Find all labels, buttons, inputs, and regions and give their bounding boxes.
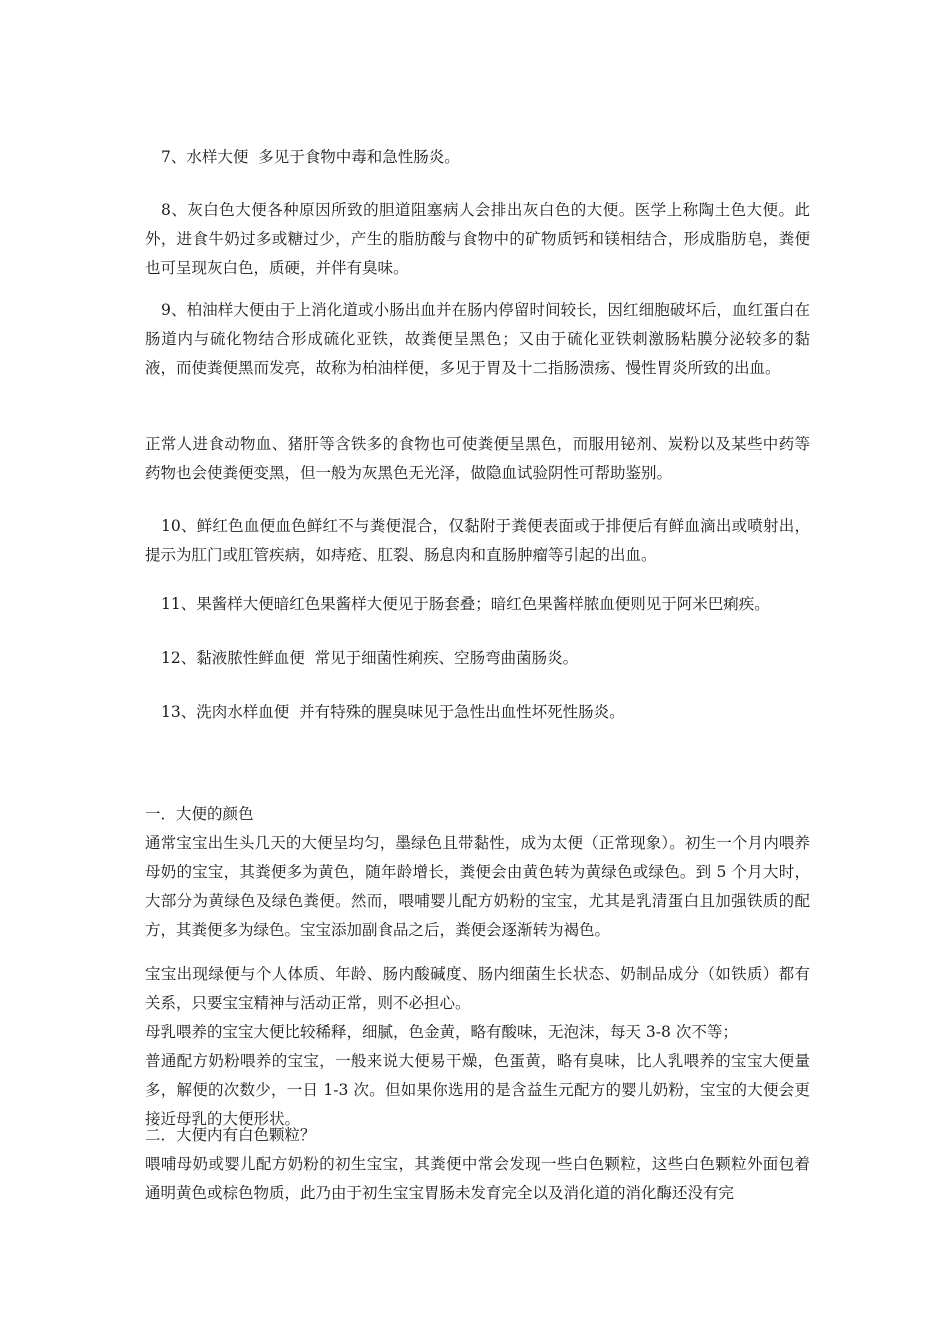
paragraph-item-10: 10、鲜红色血便血色鲜红不与粪便混合，仅黏附于粪便表面或于排便后有鲜血滴出或喷射出，提示为肛门或肛管疾病，如痔疮、肛裂、肠息肉和直肠肿瘤等引起的出血。	[145, 517, 810, 564]
paragraph-item-8: 8、灰白色大便各种原因所致的胆道阻塞病人会排出灰白色的大便。医学上称陶土色大便。此外，进食牛奶过多或糖过少，产生的脂肪酸与食物中的矿物质钙和镁相结合，形成脂肪皂，粪便也可呈现灰白色，质硬，并伴有臭味。	[145, 201, 810, 277]
paragraph-item-13: 13、洗肉水样血便 并有特殊的腥臭味见于急性出血性坏死性肠炎。	[161, 703, 625, 721]
paragraph-breastfed: 母乳喂养的宝宝大便比较稀释，细腻，色金黄，略有酸味，无泡沫，每天 3-8 次不等；	[145, 1023, 738, 1041]
paragraph-green-stool: 宝宝出现绿便与个人体质、年龄、肠内酸碱度、肠内细菌生长状态、奶制品成分（如铁质）都有关系，只要宝宝精神与活动正常，则不必担心。	[145, 965, 810, 1012]
section-heading-white-particles: 二．大便内有白色颗粒？	[145, 1126, 316, 1144]
paragraph-item-11: 11、果酱样大便暗红色果酱样大便见于肠套叠；暗红色果酱样脓血便则见于阿米巴痢疾。	[161, 595, 770, 613]
paragraph-item-7: 7、水样大便 多见于食物中毒和急性肠炎。	[161, 148, 460, 166]
paragraph-stool-color: 通常宝宝出生头几天的大便呈均匀，墨绿色且带黏性，成为太便（正常现象）。初生一个月内喂养母奶的宝宝，其粪便多为黄色，随年龄增长，粪便会由黄色转为黄绿色或绿色。到 5 个月大时，大部分为黄绿色及绿色粪便。然而，喂哺婴儿配方奶粉的宝宝，尤其是乳清蛋白且加强铁质的配方，其粪便多为绿色。宝宝添加副食品之后，粪便会逐渐转为褐色。	[145, 834, 810, 939]
paragraph-formula-fed: 普通配方奶粉喂养的宝宝，一般来说大便易干燥，色蛋黄，略有臭味，比人乳喂养的宝宝大便量多，解便的次数少，一日 1-3 次。但如果你选用的是含益生元配方的婴儿奶粉，宝宝的大便会更接近母乳的大便形状。	[145, 1052, 810, 1128]
section-heading-color: 一．大便的颜色	[145, 805, 254, 823]
paragraph-item-12: 12、黏液脓性鲜血便 常见于细菌性痢疾、空肠弯曲菌肠炎。	[161, 649, 579, 667]
paragraph-item-9: 9、柏油样大便由于上消化道或小肠出血并在肠内停留时间较长，因红细胞破坏后，血红蛋白在肠道内与硫化物结合形成硫化亚铁，故粪便呈黑色；又由于硫化亚铁刺激肠粘膜分泌较多的黏液，而使粪便黑而发亮，故称为柏油样便，多见于胃及十二指肠溃疡、慢性胃炎所致的出血。	[145, 301, 810, 377]
paragraph-normal-diet-note: 正常人进食动物血、猪肝等含铁多的食物也可使粪便呈黑色，而服用铋剂、炭粉以及某些中药等药物也会使粪便变黑，但一般为灰黑色无光泽，做隐血试验阴性可帮助鉴别。	[145, 435, 810, 482]
paragraph-white-particles: 喂哺母奶或婴儿配方奶粉的初生宝宝，其粪便中常会发现一些白色颗粒，这些白色颗粒外面包着通明黄色或棕色物质，此乃由于初生宝宝胃肠未发育完全以及消化道的消化酶还没有完	[145, 1155, 810, 1202]
